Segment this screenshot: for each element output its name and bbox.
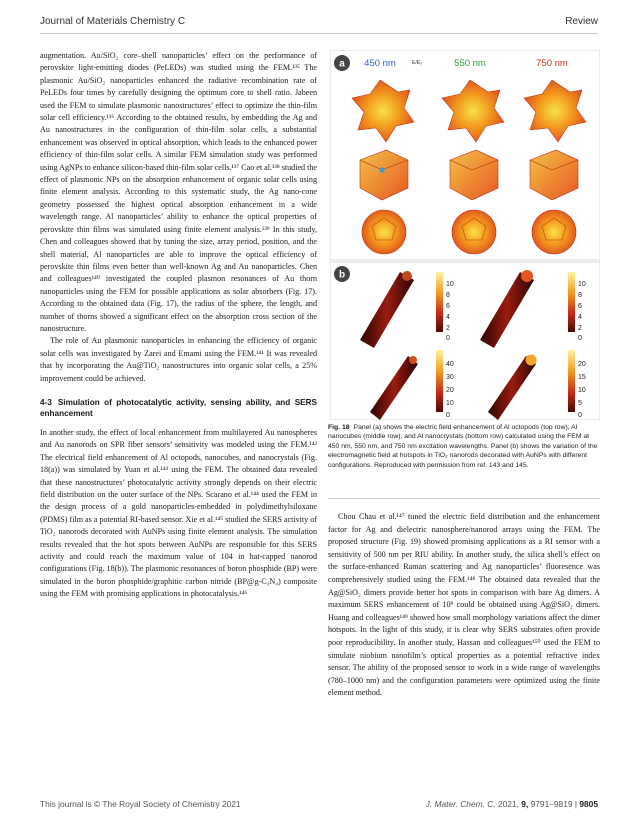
scale-tick: 10 — [446, 281, 454, 288]
header-rule — [40, 33, 598, 34]
wavelength-750: 750 nm — [536, 58, 568, 69]
scale-tick: 15 — [578, 374, 586, 381]
section-heading — [40, 397, 317, 420]
nanocrystal-450 — [362, 210, 406, 254]
section-title: Simulation of photocatalytic activity, sensing ability, and SERS enhancement — [40, 397, 317, 419]
scale-tick: 8 — [446, 292, 450, 299]
citation-year: 2021, — [497, 799, 519, 809]
scale-tick: 20 — [578, 361, 586, 368]
scale-tick: 0 — [446, 412, 450, 419]
right-column — [328, 511, 600, 700]
page-header — [40, 16, 598, 32]
colorbar-3 — [436, 350, 443, 412]
scale-tick: 4 — [446, 314, 450, 321]
scale-tick: 0 — [578, 412, 582, 419]
paragraph: augmentation. Au/SiO₂ core–shell nanoparticles’ effect on the performance of perovskite light-emitting diodes (PeLEDs) was studied using the FEM.¹³⁵ The plasmonic Au/SiO₂ nanoparticles enhanced the radiative recombination rate of PeLEDs four times by carefully designing the optimum core to shell ratio. Jabeen used the FEM to simulate plasmonic nanostructures’ effect to optimize the thin-film solar cell efficiency.¹³⁶ According to the obtained results, by embedding the Ag and Au nanostructures in the configuration of thin-film solar cells, a substantial enhancement was observed in optical absorption, which leads to the enhanced power efficiency of thin-film solar cells. A similar FEM simulation study was performed using AgNPs to enhance silicon-based thin-film solar cells.¹³⁷ Cao et al.¹³⁸ studied the effect of plasmonic NPs on the absorption enhancement of organic solar cells using finite element analysis. According to this systematic study, the Ag nano-cone geometry possessed the highest optical absorption enhancement in a wide wavelength range. Al nanoparticles’ ability to enhance the optical properties of perovskite thin films was simulated using finite element analysis.¹³⁹ In this study, Chen and colleagues showed that by tuning the size, array period, position, and the shell material, Al nanoparticles are able to improve the optical efficiency of perovskite thin films even better than well-known Ag and Au nanoparticles. Chen and colleagues¹⁴⁰ investigated the coupled plasmon resonances of Au thorn nanoparticles using the FEM for possible applications as solar absorbers (Fig. 17). According to the obtained data (Fig. 17), the radius of the sphere, the length, and number of thorns showed a significant effect on the absorption cross section of the nanostructure. — [40, 51, 317, 333]
colorbar-4 — [568, 350, 575, 412]
figure-18 — [330, 50, 600, 420]
scale-tick: 40 — [446, 361, 454, 368]
section-label: Review — [565, 16, 598, 27]
scale-tick: 10 — [578, 281, 586, 288]
colorbar-1 — [436, 272, 443, 332]
citation-volume: 9, — [521, 799, 529, 809]
figure-image — [330, 50, 600, 420]
scale-tick: 10 — [446, 400, 454, 407]
scale-tick: 8 — [578, 292, 582, 299]
separator: | — [574, 799, 578, 809]
paragraph: In another study, the effect of local enhancement from multilayered Au nanospheres and Au nanorods on SPR fiber sensors’ sensitivity was modeled using the FEM.¹⁴² The electrical field enhancement of Al octopods, nanocubes, and nanocrystals (Fig. 18(a)) was simulated by Yuan et al.¹⁴³ using the FEM. The obtained data revealed that these nanostructures’ photocatalytic activity strongly depends on their electric field distribution on the outer surface of the NPs. Scarano et al.¹⁴⁴ used the FEM in the design process of a gold nanoparticles-embedded in polydimethylsiloxane (PDMS) film as a potential RI-based sensor. Xie et al.¹⁴⁵ studied the SERS activity of TiO₂ nanorods decorated with AuNPs using finite element analysis. The simulation results revealed that the hot spots between AuNPs are responsible for this SERS activity and could reach the maximum value of 104 in hat-capped nanorod configurations (Fig. 18(b)). The plasmonic resonances of boron phosphide (BP) were simulated in the boron phosphide/graphitic carbon nitride (BP@g-C₃N₄) composite using the FEM with promising applications in photocatalysis.¹⁴⁶ — [40, 427, 317, 599]
panel-b-label: b — [338, 269, 346, 281]
paragraph: The role of Au plasmonic nanoparticles in enhancing the efficiency of organic solar cells was investigated by Zarei and Emami using the FEM.¹⁴¹ It was revealed that by incorporating the Au@TiO₂ nanostructures into organic solar cells, a 25% improvement could be achieved. — [40, 336, 317, 383]
panel-a-label: a — [339, 58, 345, 70]
left-column — [40, 50, 317, 601]
scale-tick: 30 — [446, 374, 454, 381]
paragraph: Chou Chau et al.¹⁴⁷ tuned the electric field distribution and the enhancement factor for Ag and dielectric nanosphere/nanorod arrays using the FEM. The proposed structure (Fig. 19) showed promising applications as a RI sensor with a sensitivity of 500 nm per RIU ability. In another study, the silica shell’s effect on the surface-enhanced Raman scattering and Ag nanoparticles’ fluoresence was comprehensively studied using the FEM.¹⁴⁸ The obtained data revealed that the Ag@SiO₂ dimers provide better hot spots in comparison with bare Ag dimers. A maximum SERS enhancement of 10⁹ could be obtained using Ag@SiO₂ dimers. Huang and colleagues¹⁴⁹ showed how small morphology variations affect the dimer hotspots. In the light of this study, it is clear why SERS substrates often provide poor reproducibility. In another study, Hassan and colleagues¹⁵⁰ used the FEM to simulate niobium nanofilm’s optical properties as a potential refractive index sensor. The ability of the proposed sensor to work in a wide range of wavelengths (780–1000 nm) and the configuration parameters were optimized using the finite element method. — [328, 512, 600, 698]
scale-tick: 0 — [446, 335, 450, 342]
citation-pages: 9791–9819 — [530, 799, 573, 809]
caption-label: Fig. 18 — [328, 424, 350, 431]
scale-tick: 0 — [578, 335, 582, 342]
scale-tick: 20 — [446, 387, 454, 394]
section-number: 4-3 — [40, 397, 52, 407]
scale-tick: 6 — [446, 303, 450, 310]
citation-journal: J. Mater. Chem. C, — [425, 799, 496, 809]
page-number: 9805 — [579, 799, 598, 809]
scale-tick: 5 — [578, 400, 582, 407]
citation — [426, 799, 598, 809]
nanocrystal-550 — [452, 210, 496, 254]
page-footer — [40, 799, 598, 813]
field-ratio-label: E/E₀ — [412, 60, 423, 66]
colorbar-2 — [568, 272, 575, 332]
caption-rule — [328, 498, 600, 499]
figure-caption — [328, 423, 600, 470]
scale-tick: 2 — [578, 325, 582, 332]
copyright: This journal is © The Royal Society of Chemistry 2021 — [40, 799, 241, 809]
journal-name: Journal of Materials Chemistry C — [40, 16, 186, 27]
scale-tick: 4 — [578, 314, 582, 321]
scale-tick: 10 — [578, 387, 586, 394]
nanocrystal-750 — [532, 210, 576, 254]
caption-text: Panel (a) shows the electric field enhancement of Al octopods (top row), Al nanocubes (middle row), and Al nanocrystals (bottom row) calculated using the FEM at 450 nm, 550 nm, and 750 nm excitation wavelengths. Panel (b) shows the variation of the electromagnetic field at hotspots in TiO₂ nanorods decorated with AuNPs with different configurations. Reproduced with permission from ref. 143 and 145. — [328, 424, 598, 469]
scale-tick: 2 — [446, 325, 450, 332]
scale-tick: 6 — [578, 303, 582, 310]
wavelength-550: 550 nm — [454, 58, 486, 69]
wavelength-450: 450 nm — [364, 58, 396, 69]
